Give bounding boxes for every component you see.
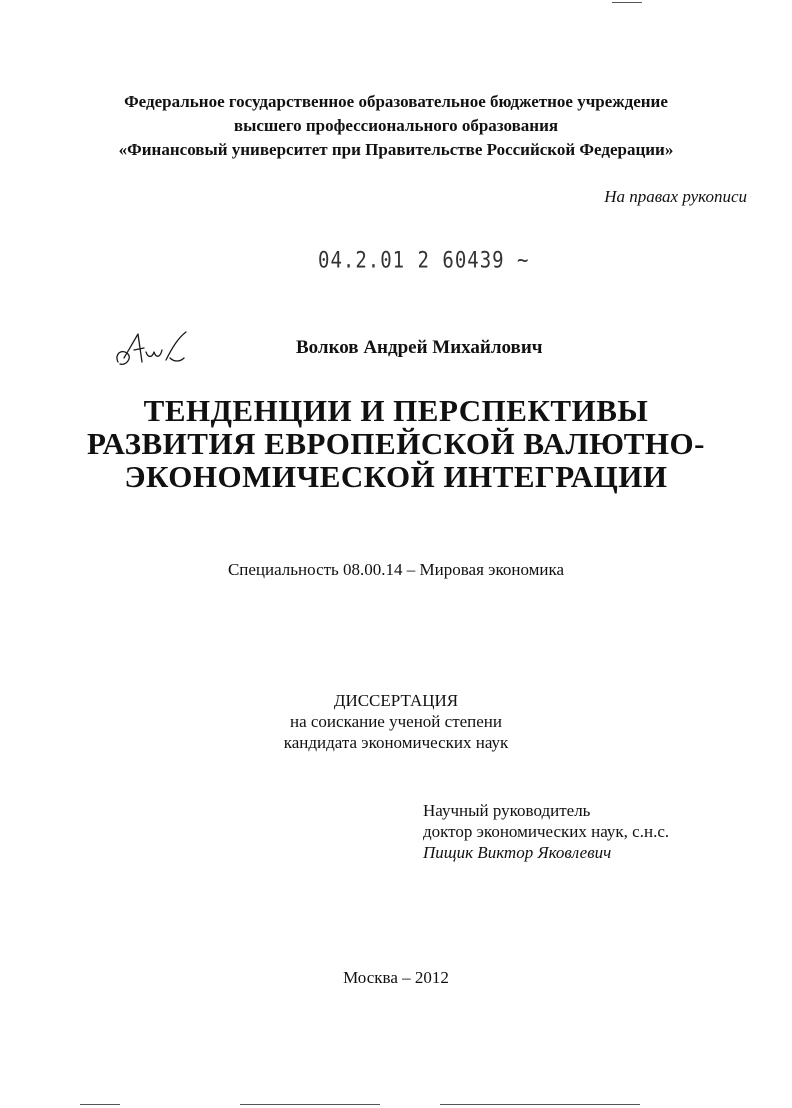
- scan-artifact-bottom: [440, 1104, 640, 1105]
- supervisor-degree: доктор экономических наук, с.н.с.: [423, 822, 670, 841]
- supervisor-block: [423, 800, 669, 863]
- supervisor-label: Научный руководитель: [423, 801, 591, 820]
- registration-stamp: 04.2.01 2 60439 ~: [318, 248, 530, 274]
- title-line: РАЗВИТИЯ ЕВРОПЕЙСКОЙ ВАЛЮТНО-: [87, 426, 705, 461]
- dissertation-block: [0, 690, 792, 753]
- rights-note: На правах рукописи: [604, 187, 747, 206]
- degree-line: на соискание ученой степени: [289, 712, 503, 731]
- degree-line: кандидата экономических наук: [283, 733, 509, 752]
- dissertation-heading: ДИССЕРТАЦИЯ: [333, 691, 459, 710]
- institution-line: «Финансовый университет при Правительстве Российской Федерации»: [118, 140, 674, 159]
- specialty: Специальность 08.00.14 – Мировая экономика: [227, 560, 565, 579]
- title-line: ЭКОНОМИЧЕСКОЙ ИНТЕГРАЦИИ: [124, 459, 668, 494]
- dissertation-title: [0, 394, 792, 493]
- title-line: ТЕНДЕНЦИИ И ПЕРСПЕКТИВЫ: [143, 393, 649, 428]
- supervisor-name: Пищик Виктор Яковлевич: [423, 843, 612, 862]
- signature-icon: [112, 328, 192, 372]
- author-name: Волков Андрей Михайлович: [296, 337, 543, 358]
- institution-line: высшего профессионального образования: [233, 116, 559, 135]
- scan-artifact-bottom: [80, 1104, 120, 1105]
- scan-artifact-bottom: [240, 1104, 380, 1105]
- scan-artifact-top: [612, 2, 642, 3]
- place-year: Москва – 2012: [343, 968, 449, 987]
- institution-line: Федеральное государственное образовательное бюджетное учреждение: [124, 92, 668, 111]
- institution-block: [0, 90, 792, 162]
